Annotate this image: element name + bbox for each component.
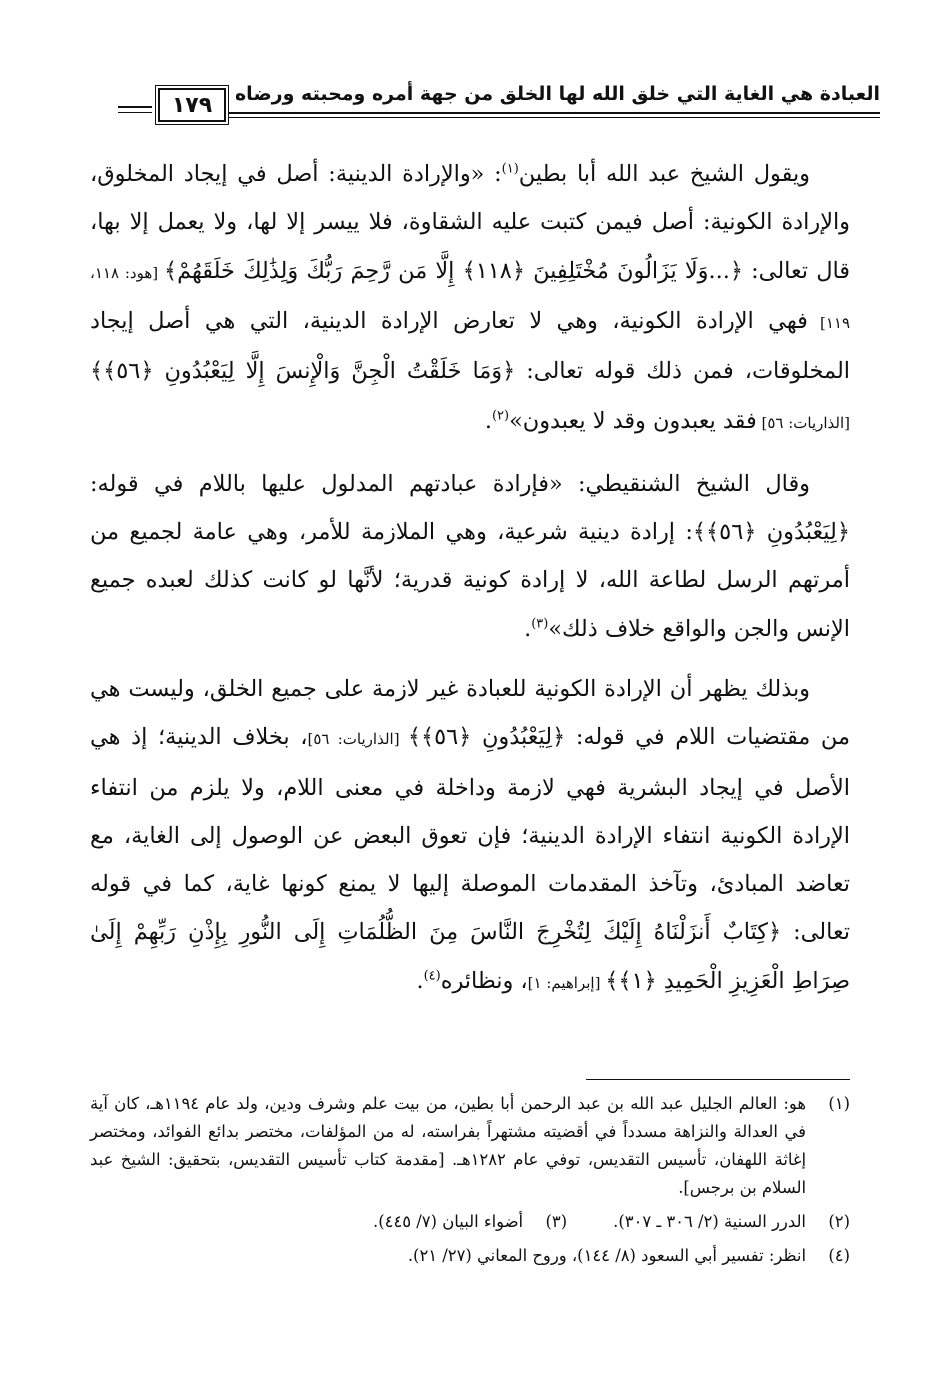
text-run: فهي الإرادة الكونية، وهي لا تعارض الإرادة الدينية، التي هي أصل إيجاد المخلوقات، فمن ذلك قوله تعالى: <box>90 307 850 385</box>
header-rule-left <box>118 106 152 113</box>
quran-verse: ﴿لِيَعْبُدُونِ ﴿٥٦﴾﴾ <box>692 519 850 546</box>
footnote-number: (٤) <box>828 1246 850 1265</box>
footnote-number: (٣) <box>545 1212 568 1231</box>
footnote-1 <box>90 1090 850 1202</box>
verse-reference: [إبراهيم: ١] <box>527 973 606 992</box>
text-run: وبذلك يظهر أن الإرادة الكونية للعبادة غير لازمة على جميع الخلق، وليست هي من مقتضيات اللام في قوله: <box>90 675 850 751</box>
text-run: وقال الشيخ الشنقيطي: «فإرادة عبادتهم المدلول عليها باللام في قوله: <box>90 470 810 497</box>
verse-reference: [الذاريات: ٥٦] <box>756 414 850 433</box>
footnote-ref[interactable]: (٣) <box>531 616 549 632</box>
paragraph-1 <box>90 150 850 448</box>
quran-verse: ﴿لِيَعْبُدُونِ ﴿٥٦﴾﴾ <box>407 724 566 751</box>
verse-reference: [الذاريات: ٥٦] <box>307 730 408 749</box>
page-number: ١٧٩ <box>171 92 213 118</box>
footnote-text: الدرر السنية (٢/ ٣٠٦ ـ ٣٠٧). <box>613 1212 806 1231</box>
footnote-text: أضواء البيان (٧/ ٤٤٥). <box>373 1212 524 1231</box>
text-run: : «والإرادة الدينية: أصل في إيجاد المخلوق، والإرادة الكونية: أصل فيمن كتبت عليه الشقاوة، فلا ييسر إلا لها، ولا يعمل إلا بها، قال تعالى: <box>90 161 850 284</box>
header-title: العبادة هي الغاية التي خلق الله لها الخلق من جهة أمره ومحبته ورضاه <box>234 83 880 105</box>
footnote-text: انظر: تفسير أبي السعود (٨/ ١٤٤)، وروح المعاني (٢٧/ ٢١). <box>407 1246 806 1265</box>
footnote-separator <box>586 1079 850 1080</box>
footnotes <box>90 1090 850 1276</box>
text-run: ويقول الشيخ عبد الله أبا بطين <box>518 161 810 187</box>
main-text <box>90 150 850 1007</box>
paragraph-2 <box>90 460 850 653</box>
page-number-box <box>158 88 226 122</box>
footnote-ref[interactable]: (١) <box>501 161 519 177</box>
header-rule <box>228 112 880 118</box>
footnote-number: (٢) <box>828 1212 850 1231</box>
quran-verse: ﴿...وَلَا يَزَالُونَ مُخْتَلِفِينَ ﴿١١٨﴾ إِلَّا مَن رَّحِمَ رَبُّكَ وَلِذَٰلِكَ خَلَقَهُمْ﴾ <box>163 257 743 284</box>
text-run: فقد يعبدون وقد لا يعبدون» <box>509 408 757 435</box>
text-run: ، بخلاف الدينية؛ إذ هي الأصل في إيجاد البشرية فهي لازمة وداخلة في معنى اللام، ولا يلزم من انتفاء الإرادة الكونية انتفاء الإرادة الدينية؛ فإن تعوق البعض عن الوصول إلى الغاية، مع تعاضد المبادئ، وتآخذ المقدمات الموصلة إليها لا يمنع كونها غاية، كما في قوله تعالى: <box>90 724 850 946</box>
quran-verse: ﴿كِتَابٌ أَنزَلْنَاهُ إِلَيْكَ لِتُخْرِجَ النَّاسَ مِنَ الظُّلُمَاتِ إِلَى النُّورِ بِإِذْنِ رَبِّهِمْ إِلَىٰ صِرَاطِ الْعَزِيزِ الْحَمِيدِ ﴿١﴾﴾ <box>90 919 850 994</box>
footnote-ref[interactable]: (٤) <box>423 968 441 984</box>
text-run: . <box>484 408 492 435</box>
footnote-row-2-3 <box>90 1208 850 1236</box>
paragraph-3 <box>90 665 850 1007</box>
footnote-3 <box>373 1208 567 1236</box>
text-run: . <box>524 615 532 642</box>
text-run: ، ونظائره <box>440 967 528 994</box>
footnote-2 <box>613 1208 850 1236</box>
text-run: : إرادة دينية شرعية، وهي الملازمة للأمر، وهي عامة لجميع من أمرتهم الرسل لطاعة الله، لا إرادة كونية قدرية؛ لأنَّها لو كانت كذلك لعبده جميع الإنس والجن والواقع خلاف ذلك» <box>90 519 850 642</box>
running-header <box>118 82 880 128</box>
footnote-number: (١) <box>828 1094 850 1113</box>
footnote-text: هو: العالم الجليل عبد الله بن عبد الرحمن أبا بطين، من بيت علم وشرف ودين، ولد عام ١١٩٤هـ، كان آية في العدالة والنزاهة مسدداً في أقضيته مشتهراً بفراسته، له من المؤلفات، مختصر بدائع الفوائد، ومختصر إغاثة اللهفان، تأسيس التقديس، توفي عام ١٢٨٢هـ. [مقدمة كتاب تأسيس التقديس، بتحقيق: الشيخ عبد السلام بن برجس]. <box>90 1094 807 1197</box>
quran-verse: ﴿وَمَا خَلَقْتُ الْجِنَّ وَالْإِنسَ إِلَّا لِيَعْبُدُونِ ﴿٥٦﴾﴾ <box>90 358 516 385</box>
footnote-ref[interactable]: (٢) <box>491 409 510 425</box>
text-run: . <box>416 967 424 994</box>
footnote-4 <box>90 1242 850 1270</box>
verse-reference: [هود: ١١٨، ١١٩] <box>90 263 851 332</box>
